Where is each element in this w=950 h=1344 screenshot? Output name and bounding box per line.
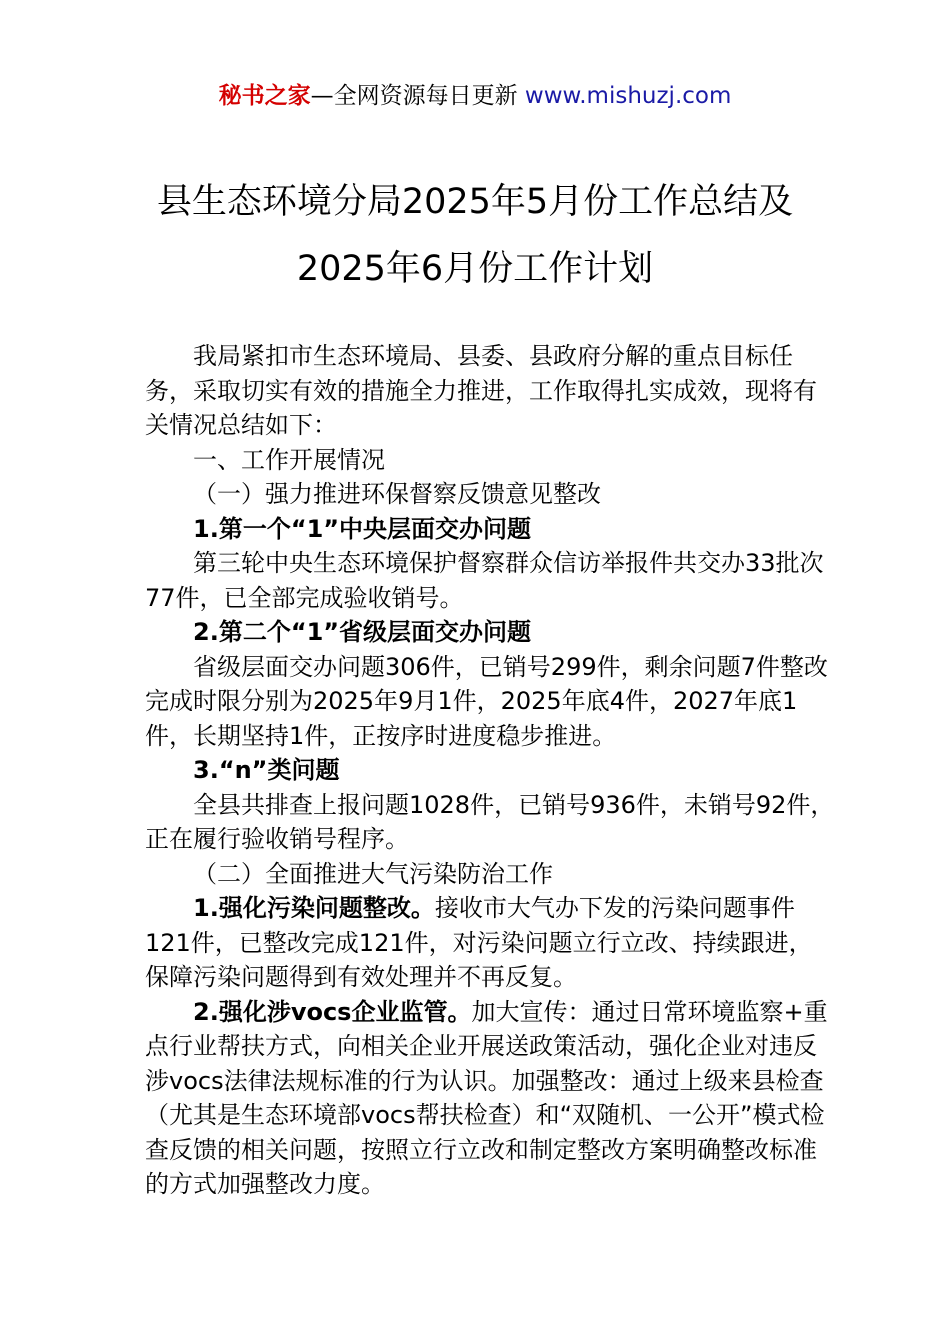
paragraph-vocs-supervision [145,995,835,1202]
subsection-heading-1: （一）强力推进环保督察反馈意见整改 [193,480,601,508]
paragraph-2-lead: 2.强化涉vocs企业监管。 [193,997,472,1026]
item-2-paragraph: 省级层面交办问题306件，已销号299件，剩余问题7件整改完成时限分别为2025年9月1件，2025年底4件，2027年底1件，长期坚持1件，正按序时进度稳步推进。 [145,652,828,750]
paragraph-1-text: 接收市大气办下发的污染问题事件121件，已整改完成121件，对污染问题立行立改、持续跟进，保障污染问题得到有效处理并不再反复。 [145,894,813,991]
paragraph-pollution-rectification [145,891,835,995]
subsection-heading-2: （二）全面推进大气污染防治工作 [193,859,553,888]
intro-paragraph: 我局紧扣市生态环境局、县委、县政府分解的重点目标任务，采取切实有效的措施全力推进，工作取得扎实成效，现将有关情况总结如下： [145,342,817,439]
item-3-heading: 3.“n”类问题 [193,756,340,784]
item-1-paragraph: 第三轮中央生态环境保护督察群众信访举报件共交办33批次77件，已全部完成验收销号。 [145,549,824,612]
paragraph-2-text: 加大宣传：通过日常环境监察+重点行业帮扶方式，向相关企业开展送政策活动，强化企业对违反涉vocs法律法规标准的行为认识。加强整改：通过上级来县检查（尤其是生态环境部vocs帮扶检查）和“双随机、一公开”模式检查反馈的相关问题，按照立行立改和制定整改方案明确整改标准的方式加强整改力度。 [145,997,828,1198]
document-title-line-1: 县生态环境分局2025年5月份工作总结及 [156,182,794,222]
item-3-paragraph: 全县共排查上报问题1028件，已销号936件，未销号92件，正在履行验收销号程序。 [145,790,835,853]
brand-tagline: —全网资源每日更新 [310,83,518,109]
item-1-heading: 1.第一个“1”中央层面交办问题 [193,514,532,543]
brand-name: 秘书之家 [218,83,311,109]
document-title-line-2: 2025年6月份工作计划 [296,249,654,289]
document-body [145,339,835,1202]
item-2-heading: 2.第二个“1”省级层面交办问题 [193,618,532,646]
section-heading-1: 一、工作开展情况 [193,445,385,474]
site-header [0,80,950,112]
paragraph-1-lead: 1.强化污染问题整改。 [193,894,435,922]
site-url[interactable]: www.mishuzj.com [517,83,732,109]
